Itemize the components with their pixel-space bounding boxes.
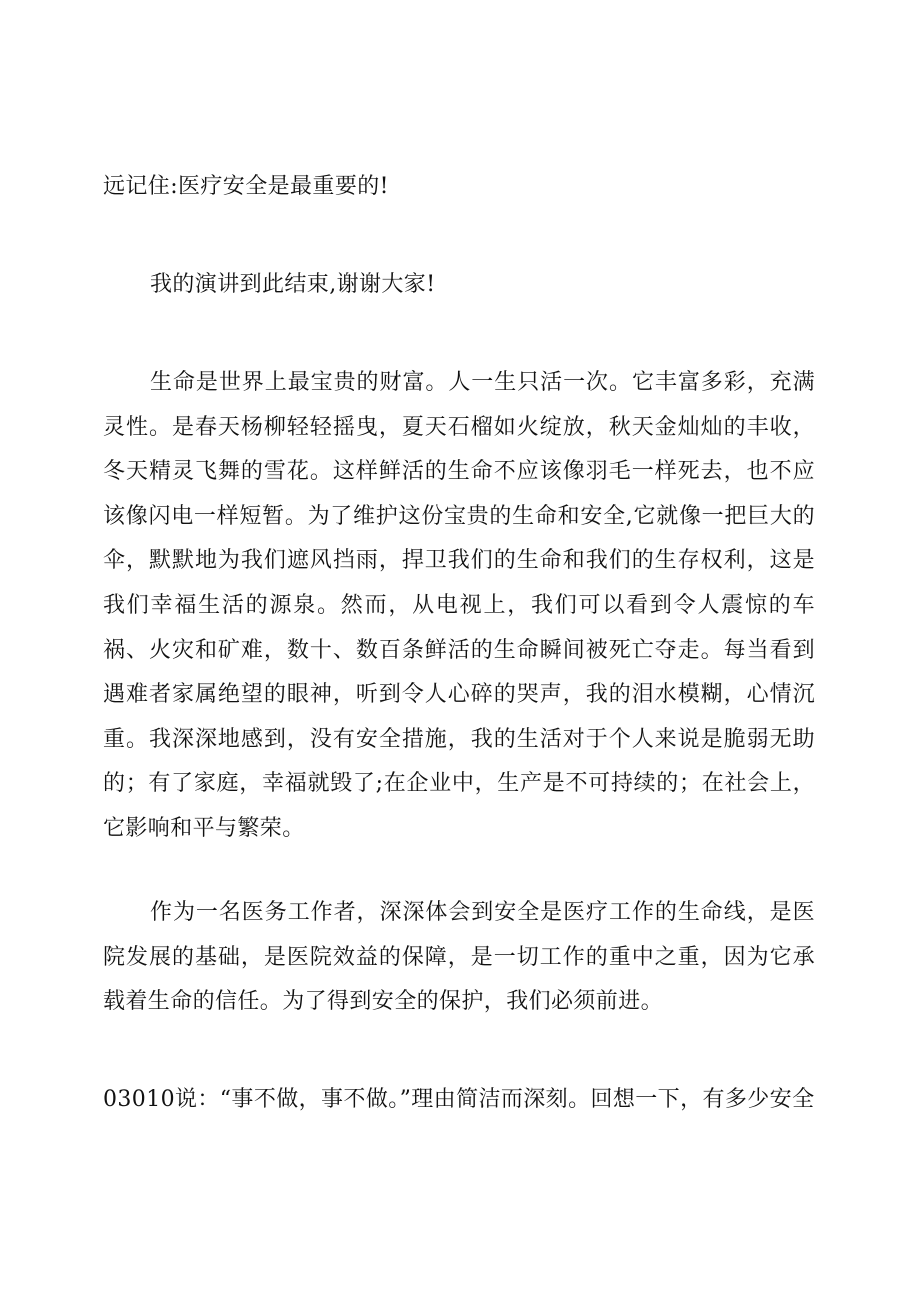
paragraph-medical-worker: 作为一名医务工作者，深深体会到安全是医疗工作的生命线，是医院发展的基础，是医院效益的保障，是一切工作的重中之重，因为它承载着生命的信任。为了得到安全的保护，我们必须前进。 bbox=[103, 900, 815, 1015]
paragraph-life-value: 生命是世界上最宝贵的财富。人一生只活一次。它丰富多彩，充满灵性。是春天杨柳轻轻摇曳，夏天石榴如火绽放，秋天金灿灿的丰收，冬天精灵飞舞的雪花。这样鲜活的生命不应该像羽毛一样死去，也不应该像闪电一样短暂。为了维护这份宝贵的生命和安全,它就像一把巨大的伞，默默地为我们遮风挡雨，捍卫我们的生命和我们的生存权利，这是我们幸福生活的源泉。然而，从电视上，我们可以看到令人震惊的车祸、火灾和矿难，数十、数百条鲜活的生命瞬间被死亡夺走。每当看到遇难者家属绝望的眼神，听到令人心碎的哭声，我的泪水模糊，心情沉重。我深深地感到，没有安全措施，我的生活对于个人来说是脆弱无助的；有了家庭，幸福就毁了;在企业中，生产是不可持续的；在社会上，它影响和平与繁荣。 bbox=[103, 370, 815, 841]
paragraph-quote: 03010说：“事不做，事不做。”理由简洁而深刻。回想一下，有多少安全 bbox=[103, 1087, 815, 1112]
paragraph-closing-remark: 远记住:医疗安全是最重要的! bbox=[103, 174, 389, 199]
paragraph-speech-end: 我的演讲到此结束,谢谢大家! bbox=[150, 272, 436, 297]
